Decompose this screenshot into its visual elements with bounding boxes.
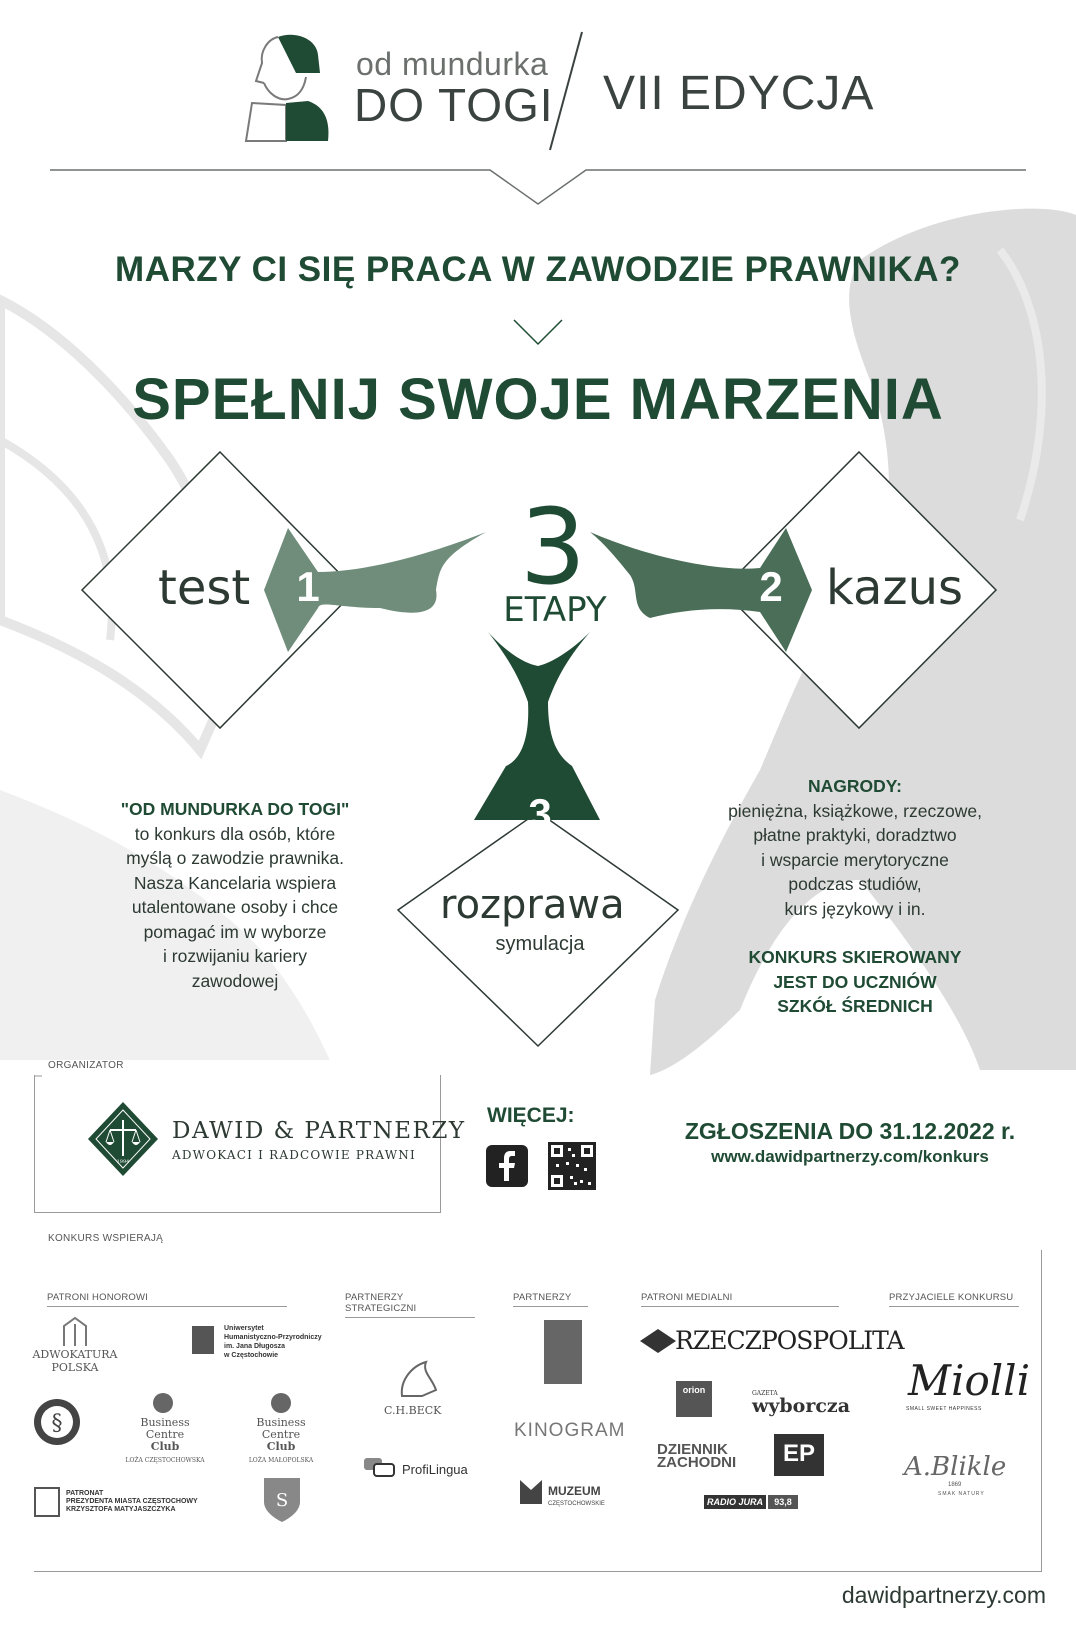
stages-count: 3	[519, 486, 587, 608]
sponsors-tag: KONKURS WSPIERAJĄ	[42, 1233, 169, 1244]
more-label: WIĘCEJ:	[487, 1104, 575, 1127]
adwokatura-logo-icon	[60, 1316, 90, 1350]
prize-line: kurs językowy i in.	[784, 898, 926, 919]
stage1-number: 1	[296, 563, 320, 610]
contest-url[interactable]: www.dawidpartnerzy.com/konkurs	[711, 1147, 989, 1166]
organizer-tag: ORGANIZATOR	[42, 1060, 130, 1071]
bcc-crown-icon	[268, 1390, 294, 1414]
stage3-sublabel: symulacja	[495, 933, 585, 955]
about-line: to konkurs dla osób, które	[134, 823, 336, 844]
stage3-number: 3	[528, 790, 552, 837]
stages-count-label: ETAPY	[503, 590, 607, 630]
prize-line: płatne praktyki, doradztwo	[753, 825, 957, 845]
radio-jura-logo: RADIO JURA	[704, 1495, 766, 1509]
stage2-number: 2	[759, 563, 783, 610]
bcc-crown-icon	[150, 1390, 176, 1414]
category-honorary: PATRONI HONOROWI	[47, 1292, 287, 1307]
target-line: JEST DO UCZNIÓW	[773, 971, 937, 992]
target-line: SZKÓŁ ŚREDNICH	[777, 996, 933, 1016]
category-media: PATRONI MEDIALNI	[641, 1292, 839, 1307]
prizes-title: NAGRODY:	[808, 776, 902, 796]
stage2-label: kazus	[826, 560, 963, 616]
radio-frequency: 93,8	[768, 1495, 798, 1509]
muzeum-logo: MUZEUM CZĘSTOCHOWSKIE	[548, 1484, 605, 1507]
logo-figure-icon	[238, 33, 334, 145]
bcc-malopolska-logo: Business Centre Club LOŻA MAŁOPOLSKA	[248, 1416, 314, 1464]
paragraph-seal-icon	[32, 1396, 82, 1448]
czestochowa-coat-icon	[34, 1487, 60, 1517]
about-title: "OD MUNDURKA DO TOGI"	[120, 799, 350, 819]
subheadline: SPEŁNIJ SWOJE MARZENIA	[132, 367, 944, 432]
prize-line: podczas studiów,	[788, 874, 922, 894]
footer-url[interactable]: dawidpartnerzy.com	[841, 1582, 1046, 1608]
organizer-name: DAWID & PARTNERZY	[172, 1118, 466, 1144]
orion-logo: orion	[676, 1381, 712, 1417]
rzeczpospolita-logo: RZECZPOSPOLITA	[675, 1326, 904, 1355]
qr-code-icon[interactable]	[548, 1142, 596, 1190]
blikle-tagline: SMAK NATURY	[938, 1491, 985, 1497]
edition-label: VII EDYCJA	[603, 67, 875, 120]
organizer-subtitle: ADWOKACI I RADCOWIE PRAWNI	[172, 1148, 416, 1162]
muzeum-icon	[518, 1476, 544, 1506]
header-divider	[548, 30, 584, 152]
stage3-diamond	[398, 812, 678, 1046]
teatr-logo-icon	[544, 1320, 582, 1384]
category-partners: PARTNERZY	[513, 1292, 588, 1307]
adwokatura-logo: ADWOKATURA POLSKA	[32, 1348, 118, 1374]
blikle-year: 1869	[948, 1482, 962, 1488]
prize-line: pieniężna, książkowe, rzeczowe,	[728, 800, 982, 821]
facebook-icon[interactable]	[486, 1145, 528, 1187]
ujd-logo: Uniwersytet Humanistyczno-Przyrodniczy im. Jana Długosza w Częstochowie	[224, 1325, 322, 1359]
patronat-logo: PATRONAT PREZYDENTA MIASTA CZĘSTOCHOWY KRZYSZTOFA MATYJASZCZYKA	[66, 1490, 198, 1513]
svg-text:§: §	[51, 1411, 63, 1436]
brand-title: DO TOGI	[354, 79, 554, 131]
stage1-label: test	[158, 560, 251, 616]
chevron-down-icon	[512, 318, 564, 348]
about-line: utalentowane osoby i chce	[131, 897, 339, 917]
scales-of-justice-icon	[86, 1100, 160, 1178]
category-friends: PRZYJACIELE KONKURSU	[889, 1292, 1019, 1307]
deadline: ZGŁOSZENIA DO 31.12.2022 r.	[684, 1118, 1016, 1144]
seal-year: 1994	[116, 1159, 130, 1165]
about-line: i rozwijaniu kariery	[163, 946, 307, 966]
about-line: zawodowej	[191, 970, 279, 991]
profilingua-logo: ProfiLingua	[402, 1462, 468, 1477]
kinogram-logo: KINOGRAM	[514, 1420, 626, 1441]
eagle-icon	[638, 1325, 678, 1357]
miolli-tagline: SMALL SWEET HAPPINESS	[906, 1406, 982, 1412]
dziennik-zachodni-logo: DZIENNIK ZACHODNI	[657, 1441, 737, 1471]
prizes-text	[720, 774, 990, 1019]
about-text	[90, 797, 380, 993]
about-line: pomagać im w wyborze	[143, 921, 327, 942]
shield-logo-icon	[260, 1474, 304, 1526]
ujd-logo-icon	[192, 1326, 214, 1354]
blikle-logo: A.Blikle	[904, 1452, 1007, 1482]
ep-logo: EP	[774, 1434, 824, 1476]
chat-bubble-icon	[362, 1456, 398, 1480]
wyborcza-logo: GAZETA wyborcza	[752, 1390, 851, 1417]
about-line: myślą o zawodzie prawnika.	[126, 848, 344, 868]
chbeck-griffin-icon	[392, 1356, 442, 1400]
brand-subtitle: od mundurka	[356, 46, 549, 82]
category-strategic: PARTNERZY STRATEGICZNI	[345, 1292, 475, 1318]
about-line: Nasza Kancelaria wspiera	[133, 872, 337, 893]
chbeck-logo: C.H.BECK	[384, 1404, 442, 1417]
header-rule	[48, 160, 1028, 210]
target-line: KONKURS SKIEROWANY	[748, 947, 962, 967]
prize-line: i wsparcie merytoryczne	[761, 849, 949, 870]
headline: MARZY CI SIĘ PRACA W ZAWODZIE PRAWNIKA?	[115, 250, 961, 289]
bcc-czestochowa-logo: Business Centre Club LOŻA CZĘSTOCHOWSKA	[125, 1416, 205, 1464]
stage3-label: rozprawa	[440, 882, 625, 928]
miolli-logo: Miolli	[908, 1356, 1031, 1405]
svg-text:S: S	[275, 1490, 289, 1511]
